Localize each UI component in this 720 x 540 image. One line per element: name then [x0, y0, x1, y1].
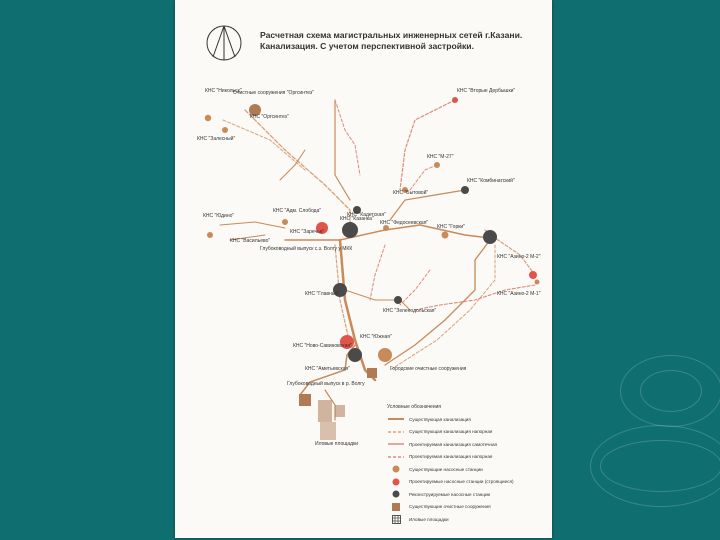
station-label: КНС "Южная"	[360, 334, 392, 340]
ripple-decoration	[620, 355, 720, 427]
station-label: КНС "Вторые Дербышки"	[457, 88, 516, 94]
station-label: КНС "Зеленодольская"	[383, 308, 437, 314]
station-label: КНС "М-27"	[427, 154, 454, 160]
station-label: КНС "Адм. Слобода"	[273, 208, 322, 214]
station-label: КНС "Бытовой"	[393, 190, 429, 196]
legend-item: Реконструируемые насосные станции	[387, 488, 552, 501]
legend-item: Проектируемые насосные станции (строящиеся)	[387, 476, 552, 489]
scheme-sheet	[175, 0, 552, 538]
legend-title: Условные обозначения	[387, 404, 442, 410]
station-label: КНС "Заречье"	[290, 229, 325, 235]
legend-item: Проектируемая канализация самотечная	[409, 441, 497, 447]
station-label: КНС "Казанка"	[340, 216, 374, 222]
station-label: КНС "Азино-2 М-1"	[497, 291, 541, 297]
station-label: КНС "Оргсинтез"	[250, 114, 289, 120]
station-label: КНС "Залесный"	[197, 136, 236, 142]
station-label: КНС "Никольск"	[205, 88, 242, 94]
station-label: КНС "Юдино"	[203, 213, 235, 219]
station-label: КНС "Главный"	[305, 291, 341, 297]
ripple-decoration	[600, 440, 720, 492]
legend-item: Проектируемая канализация напорная	[409, 454, 493, 460]
legend-item: Существующая канализация	[409, 416, 471, 422]
station-label: Глубоководный выпуск с.з. Волгу у МКК	[260, 246, 353, 252]
legend-item: Иловые площадки	[387, 513, 552, 526]
station-label: Иловые площадки	[315, 441, 359, 447]
station-label: КНС "Ново-Савиновская"	[293, 343, 352, 349]
station-label: КНС "Комбинатский"	[467, 178, 515, 184]
station-label: Очистные сооружения "Оргсинтез"	[233, 90, 314, 96]
station-label: КНС "Кадетская"	[347, 212, 386, 218]
legend-item: Существующие очистные сооружения	[387, 501, 552, 514]
legend-item: Существующая канализация напорная	[409, 429, 493, 435]
station-label: КНС "Аметьевская"	[305, 366, 351, 372]
station-label: КНС "Федосеевская"	[380, 220, 429, 226]
legend	[387, 404, 552, 526]
station-label: КНС "Азино-2 М-2"	[497, 254, 541, 260]
station-label: Городские очистные сооружения	[390, 366, 467, 372]
legend-item: Существующие насосные станции	[387, 463, 552, 476]
scheme-title: Расчетная схема магистральных инженерных сетей г.Казани. Канализация. С учетом перспективной застройки.	[260, 30, 523, 51]
station-label: Глубоководный выпуск в р. Волгу	[287, 381, 365, 387]
station-label: КНС "Васильево"	[230, 238, 271, 244]
station-label: КНС "Горки"	[437, 224, 465, 230]
